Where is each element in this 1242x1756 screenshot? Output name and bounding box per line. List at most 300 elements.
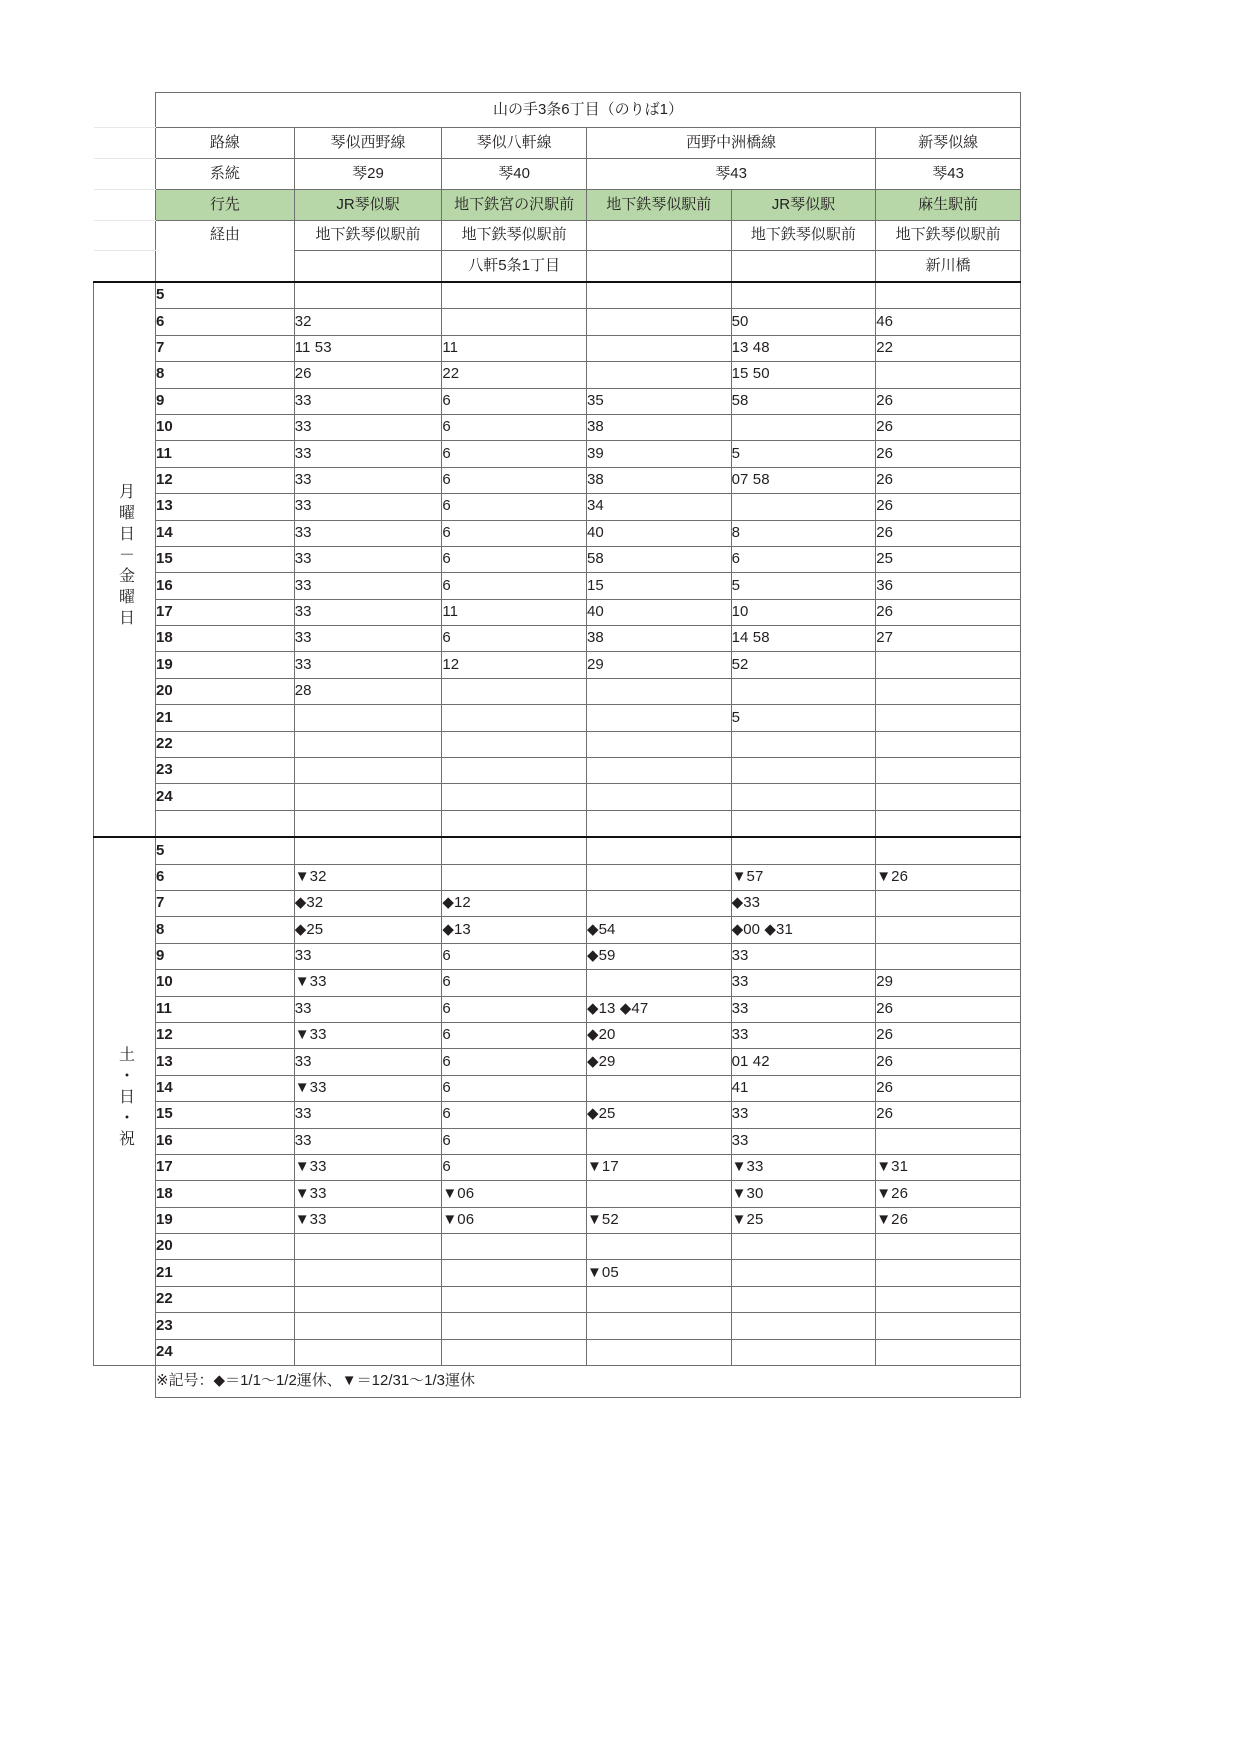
weekday-time-cell: [294, 758, 442, 784]
weekday-time-cell: 38: [586, 467, 731, 493]
header-system-3: 琴43: [876, 159, 1021, 190]
weekend-time-cell: 33: [294, 943, 442, 969]
weekday-row: [94, 441, 1021, 467]
weekday-time-cell: [442, 810, 587, 837]
weekday-time-cell: 28: [294, 678, 442, 704]
header-via2-3: [731, 251, 876, 283]
weekend-time-cell: [294, 837, 442, 864]
weekend-row: [94, 890, 1021, 916]
weekday-time-cell: [731, 282, 876, 309]
header-label-route: 路線: [155, 128, 294, 159]
weekday-time-cell: 38: [586, 626, 731, 652]
weekday-time-cell: [442, 784, 587, 810]
header-via2-4: 新川橋: [876, 251, 1021, 283]
weekend-time-cell: ◆32: [294, 890, 442, 916]
weekday-time-cell: [586, 731, 731, 757]
weekend-time-cell: 01 42: [731, 1049, 876, 1075]
weekday-time-cell: 22: [876, 335, 1021, 361]
weekday-time-cell: [294, 731, 442, 757]
weekday-time-cell: [586, 678, 731, 704]
weekend-time-cell: 29: [876, 970, 1021, 996]
weekday-time-cell: 26: [876, 494, 1021, 520]
weekend-time-cell: [876, 917, 1021, 943]
weekend-time-cell: ▼06: [442, 1207, 587, 1233]
weekend-time-cell: 6: [442, 1154, 587, 1180]
weekend-time-cell: ◆25: [294, 917, 442, 943]
weekday-time-cell: 32: [294, 309, 442, 335]
weekend-time-cell: [294, 1260, 442, 1286]
weekday-time-cell: [731, 731, 876, 757]
weekday-time-cell: 22: [442, 362, 587, 388]
header-label-via: 経由: [155, 221, 294, 283]
weekday-row: [94, 388, 1021, 414]
weekend-time-cell: ◆00 ◆31: [731, 917, 876, 943]
weekday-time-cell: 5: [731, 705, 876, 731]
weekend-time-cell: [731, 1260, 876, 1286]
weekday-time-cell: 07 58: [731, 467, 876, 493]
weekend-hour: 17: [155, 1154, 294, 1180]
weekday-hour: 18: [155, 626, 294, 652]
weekend-time-cell: [876, 1260, 1021, 1286]
bus-timetable: [93, 92, 1021, 1398]
weekend-hour: 19: [155, 1207, 294, 1233]
weekend-day-label: 土・日・祝: [116, 1046, 134, 1152]
footnote-text: ※記号：◆＝1/1〜1/2運休、▼＝12/31〜1/3運休: [155, 1366, 1020, 1398]
weekday-time-cell: 58: [731, 388, 876, 414]
weekend-time-cell: ◆13: [442, 917, 587, 943]
weekend-time-cell: ▼33: [294, 1181, 442, 1207]
weekend-time-cell: 26: [876, 1075, 1021, 1101]
weekend-time-cell: [294, 1313, 442, 1339]
weekday-time-cell: [294, 282, 442, 309]
row-spacer: [94, 128, 156, 159]
weekday-time-cell: 6: [442, 388, 587, 414]
weekend-time-cell: ▼05: [586, 1260, 731, 1286]
weekday-time-cell: [586, 784, 731, 810]
weekday-time-cell: [876, 362, 1021, 388]
weekday-row: [94, 784, 1021, 810]
weekend-hour: 11: [155, 996, 294, 1022]
weekday-row: [94, 520, 1021, 546]
weekend-time-cell: [442, 1313, 587, 1339]
header-via1-2: [586, 221, 731, 251]
weekend-time-cell: 6: [442, 1102, 587, 1128]
weekend-hour: 7: [155, 890, 294, 916]
footnote-spacer: [94, 1366, 156, 1398]
weekend-hour: 15: [155, 1102, 294, 1128]
weekday-row: [94, 810, 1021, 837]
weekend-time-cell: ◆13 ◆47: [586, 996, 731, 1022]
weekend-time-cell: [586, 837, 731, 864]
weekday-time-cell: 50: [731, 309, 876, 335]
weekday-time-cell: [731, 784, 876, 810]
header-route-0: 琴似西野線: [294, 128, 442, 159]
weekend-time-cell: [294, 1339, 442, 1365]
weekend-time-cell: [442, 1260, 587, 1286]
weekday-time-cell: [294, 705, 442, 731]
footnote-row: [94, 1366, 1021, 1398]
weekday-time-cell: [294, 810, 442, 837]
weekend-time-cell: [586, 864, 731, 890]
weekend-time-cell: ▼31: [876, 1154, 1021, 1180]
weekday-time-cell: 33: [294, 599, 442, 625]
weekday-hour: 24: [155, 784, 294, 810]
weekend-row: [94, 1049, 1021, 1075]
weekend-time-cell: 26: [876, 1049, 1021, 1075]
weekday-time-cell: 15: [586, 573, 731, 599]
weekday-hour: 23: [155, 758, 294, 784]
weekday-row: [94, 705, 1021, 731]
weekday-time-cell: 29: [586, 652, 731, 678]
weekend-row: [94, 1339, 1021, 1365]
weekday-time-cell: 33: [294, 626, 442, 652]
weekday-row: [94, 467, 1021, 493]
weekend-time-cell: 26: [876, 996, 1021, 1022]
weekend-hour: 10: [155, 970, 294, 996]
weekend-hour: 14: [155, 1075, 294, 1101]
weekday-row: [94, 652, 1021, 678]
weekday-time-cell: 46: [876, 309, 1021, 335]
weekend-time-cell: ▼17: [586, 1154, 731, 1180]
weekend-time-cell: 26: [876, 1022, 1021, 1048]
weekday-hour: 21: [155, 705, 294, 731]
weekend-hour: 18: [155, 1181, 294, 1207]
weekend-time-cell: 33: [731, 1128, 876, 1154]
weekend-time-cell: 33: [294, 1049, 442, 1075]
weekend-time-cell: 6: [442, 1128, 587, 1154]
weekday-hour: 15: [155, 546, 294, 572]
weekday-time-cell: 52: [731, 652, 876, 678]
weekday-hour: 9: [155, 388, 294, 414]
weekday-time-cell: [876, 784, 1021, 810]
corner-spacer: [94, 93, 156, 128]
weekday-hour: 20: [155, 678, 294, 704]
row-spacer: [94, 221, 156, 251]
weekday-row: [94, 731, 1021, 757]
weekend-time-cell: ▼26: [876, 864, 1021, 890]
weekend-time-cell: 33: [731, 943, 876, 969]
weekend-hour: 24: [155, 1339, 294, 1365]
weekend-hour: 23: [155, 1313, 294, 1339]
weekend-hour: 20: [155, 1234, 294, 1260]
weekend-row: [94, 864, 1021, 890]
weekend-row: [94, 917, 1021, 943]
weekday-time-cell: 6: [442, 467, 587, 493]
weekend-time-cell: [876, 1286, 1021, 1312]
weekday-time-cell: 33: [294, 652, 442, 678]
header-system-row: [94, 159, 1021, 190]
weekend-time-cell: 6: [442, 970, 587, 996]
weekday-row: [94, 282, 1021, 309]
weekend-time-cell: [294, 1286, 442, 1312]
weekend-time-cell: 6: [442, 996, 587, 1022]
weekday-time-cell: [586, 309, 731, 335]
weekend-time-cell: ◆33: [731, 890, 876, 916]
weekend-time-cell: [586, 1128, 731, 1154]
header-destination-2: 地下鉄琴似駅前: [586, 190, 731, 221]
weekday-time-cell: 26: [876, 520, 1021, 546]
weekday-time-cell: [442, 678, 587, 704]
weekend-time-cell: ▼06: [442, 1181, 587, 1207]
weekend-time-cell: ▼57: [731, 864, 876, 890]
weekday-time-cell: [586, 705, 731, 731]
header-title-row: [94, 93, 1021, 128]
weekend-row: [94, 1022, 1021, 1048]
header-label-destination: 行先: [155, 190, 294, 221]
weekday-time-cell: [876, 731, 1021, 757]
weekend-time-cell: 33: [731, 1102, 876, 1128]
weekend-time-cell: [876, 1128, 1021, 1154]
weekend-time-cell: [586, 1339, 731, 1365]
weekend-time-cell: ◆59: [586, 943, 731, 969]
header-destination-0: JR琴似駅: [294, 190, 442, 221]
weekday-time-cell: [442, 758, 587, 784]
weekday-hour: 10: [155, 414, 294, 440]
weekday-time-cell: 5: [731, 441, 876, 467]
weekend-hour: 21: [155, 1260, 294, 1286]
weekend-time-cell: [876, 943, 1021, 969]
weekend-time-cell: ◆25: [586, 1102, 731, 1128]
weekend-hour: 6: [155, 864, 294, 890]
weekday-time-cell: 33: [294, 573, 442, 599]
weekend-time-cell: [586, 1286, 731, 1312]
weekend-time-cell: ▼33: [294, 1154, 442, 1180]
weekend-row: [94, 1102, 1021, 1128]
weekday-time-cell: 6: [731, 546, 876, 572]
weekday-time-cell: 39: [586, 441, 731, 467]
weekday-day-label: 月曜日－金曜日: [116, 483, 134, 631]
header-route-3: 新琴似線: [876, 128, 1021, 159]
weekend-time-cell: [731, 1234, 876, 1260]
weekday-time-cell: 26: [876, 414, 1021, 440]
weekday-time-cell: 8: [731, 520, 876, 546]
weekday-time-cell: [731, 414, 876, 440]
weekday-hour: 13: [155, 494, 294, 520]
weekday-row: [94, 335, 1021, 361]
weekday-time-cell: [731, 810, 876, 837]
weekday-time-cell: 34: [586, 494, 731, 520]
weekend-time-cell: [876, 1313, 1021, 1339]
weekday-time-cell: 15 50: [731, 362, 876, 388]
weekend-hour: 8: [155, 917, 294, 943]
weekday-time-cell: [586, 758, 731, 784]
weekday-time-cell: [876, 810, 1021, 837]
weekday-time-cell: 14 58: [731, 626, 876, 652]
weekday-time-cell: 40: [586, 599, 731, 625]
weekend-time-cell: [442, 864, 587, 890]
weekday-time-cell: 5: [731, 573, 876, 599]
weekday-time-cell: 6: [442, 494, 587, 520]
weekend-time-cell: [442, 1339, 587, 1365]
weekday-time-cell: 6: [442, 520, 587, 546]
weekend-time-cell: [586, 1075, 731, 1101]
weekend-row: [94, 1234, 1021, 1260]
weekend-row: [94, 970, 1021, 996]
header-system-2: 琴43: [586, 159, 875, 190]
weekday-time-cell: [586, 810, 731, 837]
header-via-row: [94, 221, 1021, 251]
weekend-time-cell: ▼33: [294, 1022, 442, 1048]
weekend-time-cell: [876, 1339, 1021, 1365]
row-spacer: [94, 159, 156, 190]
weekday-time-cell: 6: [442, 626, 587, 652]
weekend-time-cell: [731, 1313, 876, 1339]
header-route-1: 琴似八軒線: [442, 128, 587, 159]
weekend-time-cell: ▼33: [294, 970, 442, 996]
weekend-time-cell: ▼52: [586, 1207, 731, 1233]
weekday-hour: 22: [155, 731, 294, 757]
weekend-time-cell: [442, 1286, 587, 1312]
weekday-time-cell: 11: [442, 599, 587, 625]
weekday-time-cell: 6: [442, 441, 587, 467]
row-spacer: [94, 251, 156, 283]
weekend-time-cell: ▼25: [731, 1207, 876, 1233]
weekend-time-cell: ▼33: [731, 1154, 876, 1180]
weekday-time-cell: 40: [586, 520, 731, 546]
weekend-row: [94, 1313, 1021, 1339]
weekday-day-label-cell: [94, 282, 156, 837]
weekday-time-cell: 13 48: [731, 335, 876, 361]
weekday-row: [94, 626, 1021, 652]
weekend-time-cell: [294, 1234, 442, 1260]
header-via1-0: 地下鉄琴似駅前: [294, 221, 442, 251]
weekday-row: [94, 362, 1021, 388]
header-via1-3: 地下鉄琴似駅前: [731, 221, 876, 251]
weekend-time-cell: [731, 1286, 876, 1312]
weekend-time-cell: ▼33: [294, 1207, 442, 1233]
weekday-row: [94, 758, 1021, 784]
weekend-time-cell: ◆12: [442, 890, 587, 916]
weekday-time-cell: 11 53: [294, 335, 442, 361]
weekday-time-cell: 26: [876, 599, 1021, 625]
weekend-time-cell: ▼30: [731, 1181, 876, 1207]
weekend-hour: 16: [155, 1128, 294, 1154]
weekday-time-cell: 6: [442, 414, 587, 440]
weekday-hour: 19: [155, 652, 294, 678]
weekend-time-cell: 41: [731, 1075, 876, 1101]
weekday-time-cell: [586, 282, 731, 309]
weekday-row: [94, 599, 1021, 625]
header-system-0: 琴29: [294, 159, 442, 190]
weekday-hour: 5: [155, 282, 294, 309]
weekday-time-cell: [442, 282, 587, 309]
weekend-time-cell: ◆54: [586, 917, 731, 943]
weekend-time-cell: 33: [731, 1022, 876, 1048]
weekday-time-cell: [876, 678, 1021, 704]
weekday-time-cell: [876, 282, 1021, 309]
header-destination-3: JR琴似駅: [731, 190, 876, 221]
weekday-row: [94, 414, 1021, 440]
weekend-row: [94, 1181, 1021, 1207]
weekday-time-cell: [731, 678, 876, 704]
weekend-time-cell: [586, 890, 731, 916]
weekday-time-cell: [442, 731, 587, 757]
weekend-hour: 9: [155, 943, 294, 969]
weekday-time-cell: 33: [294, 546, 442, 572]
header-destination-row: [94, 190, 1021, 221]
weekend-row: [94, 1286, 1021, 1312]
weekday-time-cell: 25: [876, 546, 1021, 572]
weekday-time-cell: 33: [294, 467, 442, 493]
weekend-time-cell: [876, 837, 1021, 864]
weekday-time-cell: [586, 335, 731, 361]
weekday-hour: 7: [155, 335, 294, 361]
weekend-time-cell: [876, 1234, 1021, 1260]
weekday-row: [94, 678, 1021, 704]
weekend-time-cell: 33: [294, 1102, 442, 1128]
weekend-time-cell: [442, 837, 587, 864]
weekday-row: [94, 309, 1021, 335]
weekend-time-cell: 26: [876, 1102, 1021, 1128]
weekday-hour: 14: [155, 520, 294, 546]
header-via1-1: 地下鉄琴似駅前: [442, 221, 587, 251]
weekday-row: [94, 573, 1021, 599]
weekday-hour: 12: [155, 467, 294, 493]
weekend-row: [94, 1207, 1021, 1233]
weekend-time-cell: 33: [731, 996, 876, 1022]
weekday-time-cell: 26: [876, 441, 1021, 467]
weekday-time-cell: 26: [876, 388, 1021, 414]
weekday-time-cell: 27: [876, 626, 1021, 652]
weekday-time-cell: [731, 758, 876, 784]
weekday-time-cell: 36: [876, 573, 1021, 599]
weekday-time-cell: 35: [586, 388, 731, 414]
weekday-row: [94, 494, 1021, 520]
weekend-time-cell: ▼33: [294, 1075, 442, 1101]
weekend-time-cell: 33: [731, 970, 876, 996]
weekday-hour: 17: [155, 599, 294, 625]
weekend-row: [94, 1075, 1021, 1101]
weekday-time-cell: [586, 362, 731, 388]
weekday-time-cell: 58: [586, 546, 731, 572]
weekend-time-cell: [442, 1234, 587, 1260]
weekday-time-cell: 26: [294, 362, 442, 388]
weekday-time-cell: [876, 705, 1021, 731]
weekend-row: [94, 1154, 1021, 1180]
weekday-time-cell: 6: [442, 546, 587, 572]
weekend-row: [94, 837, 1021, 864]
weekday-time-cell: 33: [294, 520, 442, 546]
header-destination-1: 地下鉄宮の沢駅前: [442, 190, 587, 221]
weekday-hour: [155, 810, 294, 837]
weekend-time-cell: ◆20: [586, 1022, 731, 1048]
weekend-row: [94, 943, 1021, 969]
weekday-time-cell: 11: [442, 335, 587, 361]
header-via2-2: [586, 251, 731, 283]
weekday-time-cell: 6: [442, 573, 587, 599]
header-via2-1: 八軒5条1丁目: [442, 251, 587, 283]
weekday-hour: 8: [155, 362, 294, 388]
weekday-time-cell: 26: [876, 467, 1021, 493]
header-label-system: 系統: [155, 159, 294, 190]
header-via1-4: 地下鉄琴似駅前: [876, 221, 1021, 251]
weekend-row: [94, 1128, 1021, 1154]
weekend-hour: 22: [155, 1286, 294, 1312]
weekend-time-cell: 6: [442, 1049, 587, 1075]
weekday-time-cell: [876, 652, 1021, 678]
weekday-hour: 11: [155, 441, 294, 467]
weekend-time-cell: 6: [442, 943, 587, 969]
weekend-time-cell: [731, 1339, 876, 1365]
weekend-row: [94, 996, 1021, 1022]
weekend-day-label-cell: [94, 837, 156, 1365]
weekend-hour: 5: [155, 837, 294, 864]
weekday-hour: 6: [155, 309, 294, 335]
weekday-time-cell: [294, 784, 442, 810]
weekday-time-cell: [442, 309, 587, 335]
header-system-1: 琴40: [442, 159, 587, 190]
header-route-row: [94, 128, 1021, 159]
